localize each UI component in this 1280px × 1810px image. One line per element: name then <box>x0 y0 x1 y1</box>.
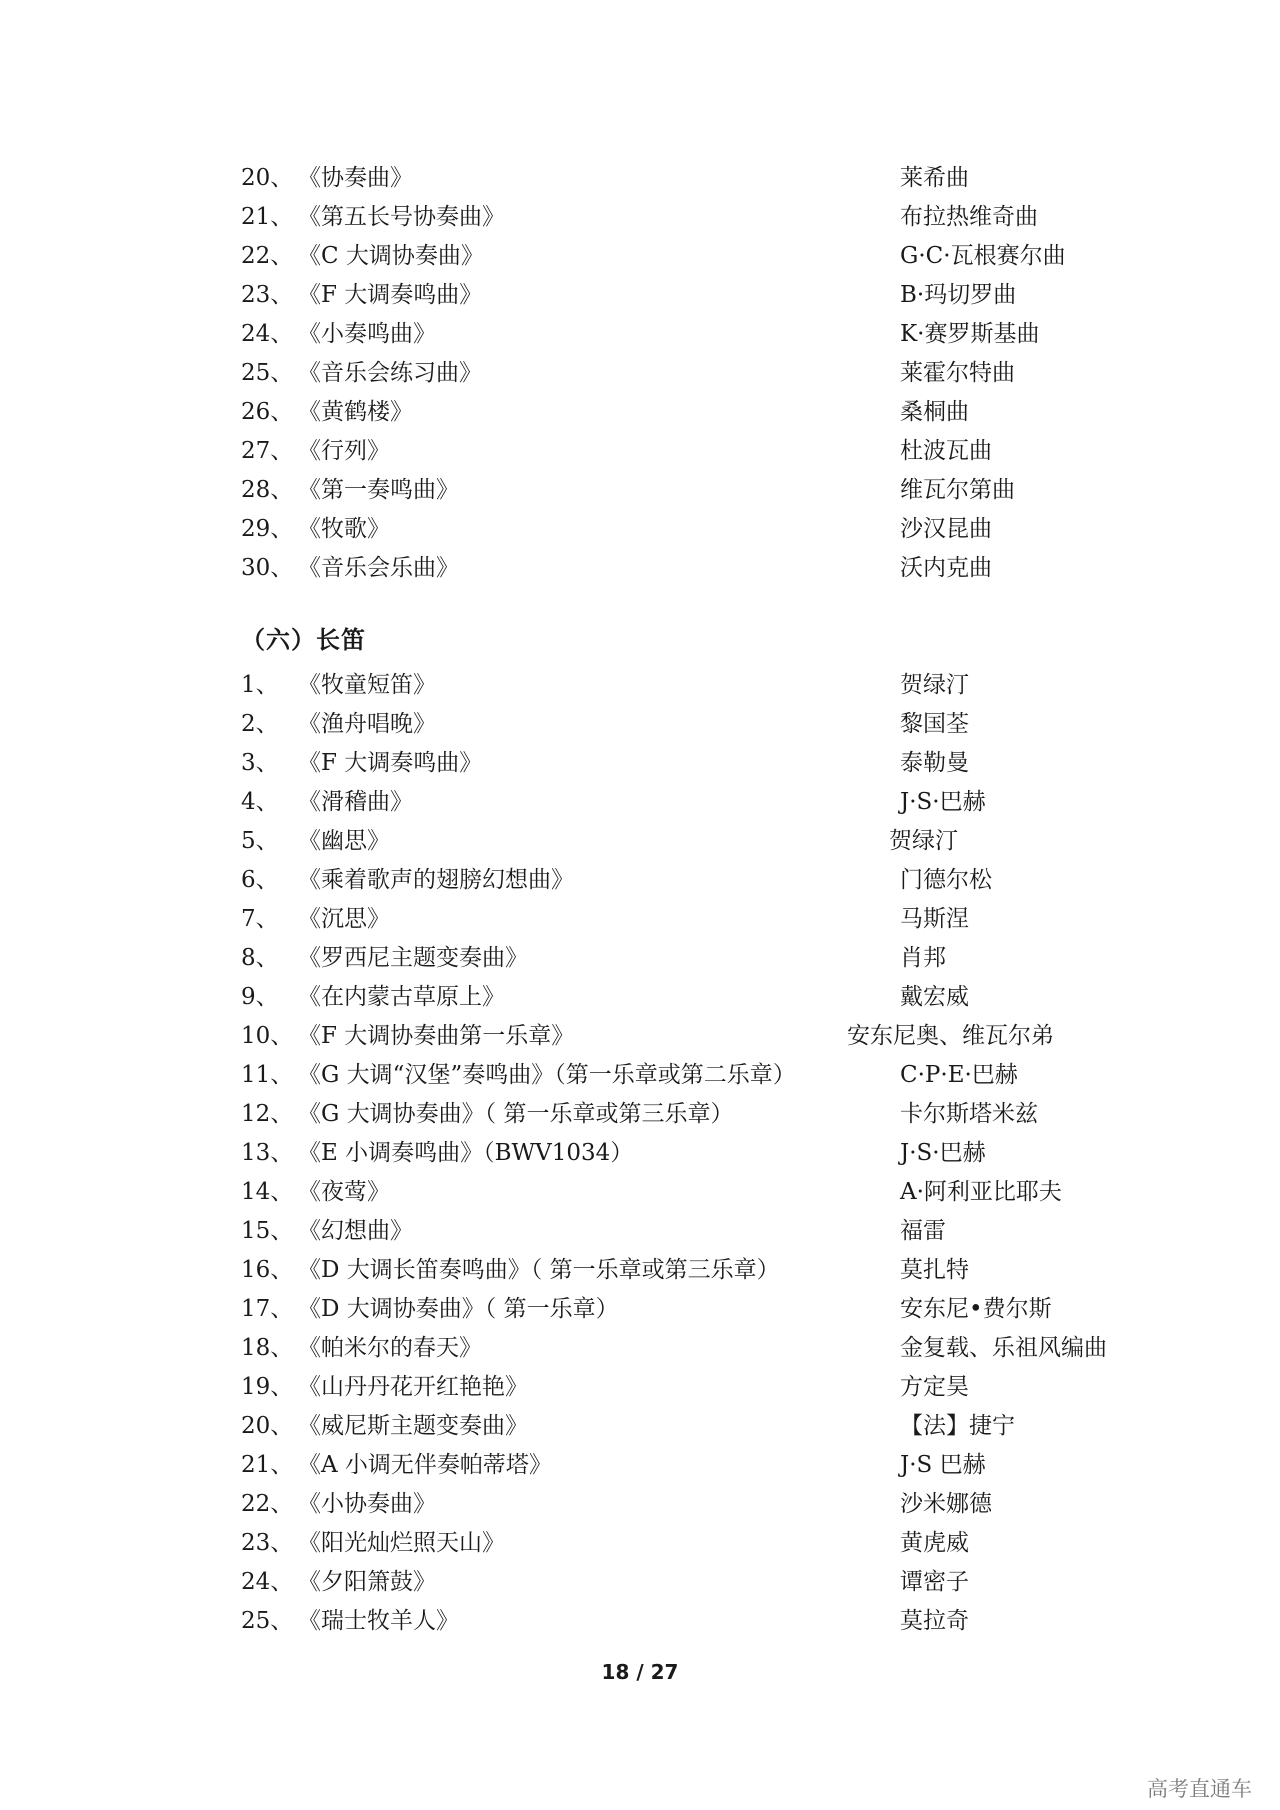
item-number: 25、 <box>241 360 294 386</box>
list-item <box>0 706 1280 742</box>
item-composer: 方定昊 <box>900 1374 969 1400</box>
list-item <box>0 1018 1280 1054</box>
item-number: 23、 <box>241 282 294 308</box>
item-number: 6、 <box>241 867 279 893</box>
item-composer: 莫扎特 <box>900 1257 969 1283</box>
item-title: 《山丹丹花开红艳艳》 <box>298 1374 528 1400</box>
item-composer: 安东尼奥、维瓦尔弟 <box>847 1023 1054 1049</box>
item-number: 12、 <box>241 1101 294 1127</box>
list-item <box>0 1096 1280 1132</box>
list-item <box>0 277 1280 313</box>
item-number: 30、 <box>241 555 294 581</box>
item-number: 1、 <box>241 672 279 698</box>
item-title: 《小奏鸣曲》 <box>298 321 436 347</box>
item-composer: 桑桐曲 <box>900 399 969 425</box>
item-title: 《音乐会乐曲》 <box>298 555 459 581</box>
item-number: 15、 <box>241 1218 294 1244</box>
item-number: 27、 <box>241 438 294 464</box>
item-composer: 杜波瓦曲 <box>900 438 992 464</box>
item-title: 《夜莺》 <box>298 1179 390 1205</box>
list-item <box>0 862 1280 898</box>
item-composer: K·赛罗斯基曲 <box>900 321 1040 347</box>
list-item <box>0 238 1280 274</box>
item-title: 《幽思》 <box>298 828 390 854</box>
item-composer: 沙米娜德 <box>900 1491 992 1517</box>
item-number: 24、 <box>241 321 294 347</box>
section-heading: （六）长笛 <box>241 626 366 654</box>
item-composer: 沙汉昆曲 <box>900 516 992 542</box>
item-number: 10、 <box>241 1023 294 1049</box>
item-composer: 安东尼•费尔斯 <box>900 1296 1052 1322</box>
item-number: 13、 <box>241 1140 294 1166</box>
list-item <box>0 667 1280 703</box>
item-title: 《沉思》 <box>298 906 390 932</box>
item-number: 28、 <box>241 477 294 503</box>
item-composer: 肖邦 <box>900 945 946 971</box>
list-item <box>0 355 1280 391</box>
item-composer: 布拉热维奇曲 <box>900 204 1038 230</box>
item-title: 《C 大调协奏曲》 <box>298 243 484 269</box>
item-number: 19、 <box>241 1374 294 1400</box>
list-item <box>0 1447 1280 1483</box>
list-item <box>0 1486 1280 1522</box>
item-number: 4、 <box>241 789 279 815</box>
list-item <box>0 1213 1280 1249</box>
item-number: 5、 <box>241 828 279 854</box>
item-number: 22、 <box>241 243 294 269</box>
list-item <box>0 940 1280 976</box>
list-item <box>0 433 1280 469</box>
item-title: 《威尼斯主题变奏曲》 <box>298 1413 528 1439</box>
item-composer: 卡尔斯塔米兹 <box>900 1101 1038 1127</box>
item-title: 《E 小调奏鸣曲》（BWV1034） <box>298 1140 634 1166</box>
item-composer: C·P·E·巴赫 <box>900 1062 1018 1088</box>
item-composer: 泰勒曼 <box>900 750 969 776</box>
item-number: 21、 <box>241 1452 294 1478</box>
list-item <box>0 784 1280 820</box>
item-title: 《F 大调协奏曲第一乐章》 <box>298 1023 575 1049</box>
item-number: 21、 <box>241 204 294 230</box>
list-item <box>0 160 1280 196</box>
item-composer: 马斯涅 <box>900 906 969 932</box>
item-composer: 戴宏威 <box>900 984 969 1010</box>
item-title: 《牧歌》 <box>298 516 390 542</box>
list-item <box>0 316 1280 352</box>
item-title: 《第一奏鸣曲》 <box>298 477 459 503</box>
item-number: 22、 <box>241 1491 294 1517</box>
item-title: 《G 大调“汉堡”奏鸣曲》（第一乐章或第二乐章） <box>298 1062 796 1088</box>
list-item <box>0 511 1280 547</box>
item-number: 3、 <box>241 750 279 776</box>
list-item <box>0 1057 1280 1093</box>
list-item <box>0 745 1280 781</box>
item-composer: A·阿利亚比耶夫 <box>900 1179 1062 1205</box>
list-item <box>0 1525 1280 1561</box>
list-item <box>0 979 1280 1015</box>
item-composer: G·C·瓦根赛尔曲 <box>900 243 1066 269</box>
item-title: 《F 大调奏鸣曲》 <box>298 750 483 776</box>
item-title: 《A 小调无伴奏帕蒂塔》 <box>298 1452 552 1478</box>
item-title: 《罗西尼主题变奏曲》 <box>298 945 528 971</box>
item-title: 《黄鹤楼》 <box>298 399 413 425</box>
item-title: 《D 大调长笛奏鸣曲》（ 第一乐章或第三乐章） <box>298 1257 780 1283</box>
item-title: 《牧童短笛》 <box>298 672 436 698</box>
item-title: 《阳光灿烂照天山》 <box>298 1530 505 1556</box>
item-title: 《幻想曲》 <box>298 1218 413 1244</box>
list-item <box>0 1603 1280 1639</box>
item-composer: 谭密子 <box>900 1569 969 1595</box>
item-title: 《G 大调协奏曲》（ 第一乐章或第三乐章） <box>298 1101 734 1127</box>
item-number: 17、 <box>241 1296 294 1322</box>
list-item <box>0 1174 1280 1210</box>
item-composer: 黎国荃 <box>900 711 969 737</box>
list-item <box>0 1291 1280 1327</box>
item-title: 《F 大调奏鸣曲》 <box>298 282 483 308</box>
item-number: 29、 <box>241 516 294 542</box>
list-item <box>0 1369 1280 1405</box>
item-composer: 门德尔松 <box>900 867 992 893</box>
item-number: 9、 <box>241 984 279 1010</box>
item-title: 《渔舟唱晚》 <box>298 711 436 737</box>
item-composer: 福雷 <box>900 1218 946 1244</box>
item-composer: J·S·巴赫 <box>900 1140 986 1166</box>
list-item <box>0 1408 1280 1444</box>
item-number: 24、 <box>241 1569 294 1595</box>
item-number: 8、 <box>241 945 279 971</box>
item-composer: 贺绿汀 <box>900 672 969 698</box>
list-item <box>0 1135 1280 1171</box>
item-number: 7、 <box>241 906 279 932</box>
item-composer: 维瓦尔第曲 <box>900 477 1015 503</box>
item-composer: 莱希曲 <box>900 165 969 191</box>
list-item <box>0 550 1280 586</box>
item-title: 《小协奏曲》 <box>298 1491 436 1517</box>
watermark-text: 高考直通车 <box>1147 1777 1252 1801</box>
item-number: 20、 <box>241 1413 294 1439</box>
item-title: 《帕米尔的春天》 <box>298 1335 482 1361</box>
item-title: 《瑞士牧羊人》 <box>298 1608 459 1634</box>
item-composer: 莱霍尔特曲 <box>900 360 1015 386</box>
item-title: 《乘着歌声的翅膀幻想曲》 <box>298 867 574 893</box>
item-composer: 贺绿汀 <box>889 828 958 854</box>
item-composer: 黄虎威 <box>900 1530 969 1556</box>
item-number: 26、 <box>241 399 294 425</box>
item-title: 《第五长号协奏曲》 <box>298 204 505 230</box>
page-number: 18 / 27 <box>601 1660 679 1684</box>
item-number: 23、 <box>241 1530 294 1556</box>
item-title: 《D 大调协奏曲》（ 第一乐章） <box>298 1296 619 1322</box>
list-item <box>0 1330 1280 1366</box>
list-item <box>0 823 1280 859</box>
item-number: 14、 <box>241 1179 294 1205</box>
item-number: 16、 <box>241 1257 294 1283</box>
item-number: 18、 <box>241 1335 294 1361</box>
item-title: 《在内蒙古草原上》 <box>298 984 505 1010</box>
item-title: 《夕阳箫鼓》 <box>298 1569 436 1595</box>
item-composer: 莫拉奇 <box>900 1608 969 1634</box>
list-item <box>0 472 1280 508</box>
item-title: 《协奏曲》 <box>298 165 413 191</box>
list-item <box>0 199 1280 235</box>
list-item <box>0 901 1280 937</box>
item-number: 20、 <box>241 165 294 191</box>
item-title: 《行列》 <box>298 438 390 464</box>
item-composer: J·S·巴赫 <box>900 789 986 815</box>
item-title: 《滑稽曲》 <box>298 789 413 815</box>
item-composer: 沃内克曲 <box>900 555 992 581</box>
item-number: 11、 <box>241 1062 294 1088</box>
list-item <box>0 1252 1280 1288</box>
item-composer: J·S 巴赫 <box>900 1452 986 1478</box>
list-item <box>0 394 1280 430</box>
list-item <box>0 1564 1280 1600</box>
item-composer: 【法】捷宁 <box>900 1413 1015 1439</box>
item-composer: B·玛切罗曲 <box>900 282 1017 308</box>
item-title: 《音乐会练习曲》 <box>298 360 482 386</box>
item-composer: 金复载、乐祖风编曲 <box>900 1335 1107 1361</box>
item-number: 2、 <box>241 711 279 737</box>
item-number: 25、 <box>241 1608 294 1634</box>
